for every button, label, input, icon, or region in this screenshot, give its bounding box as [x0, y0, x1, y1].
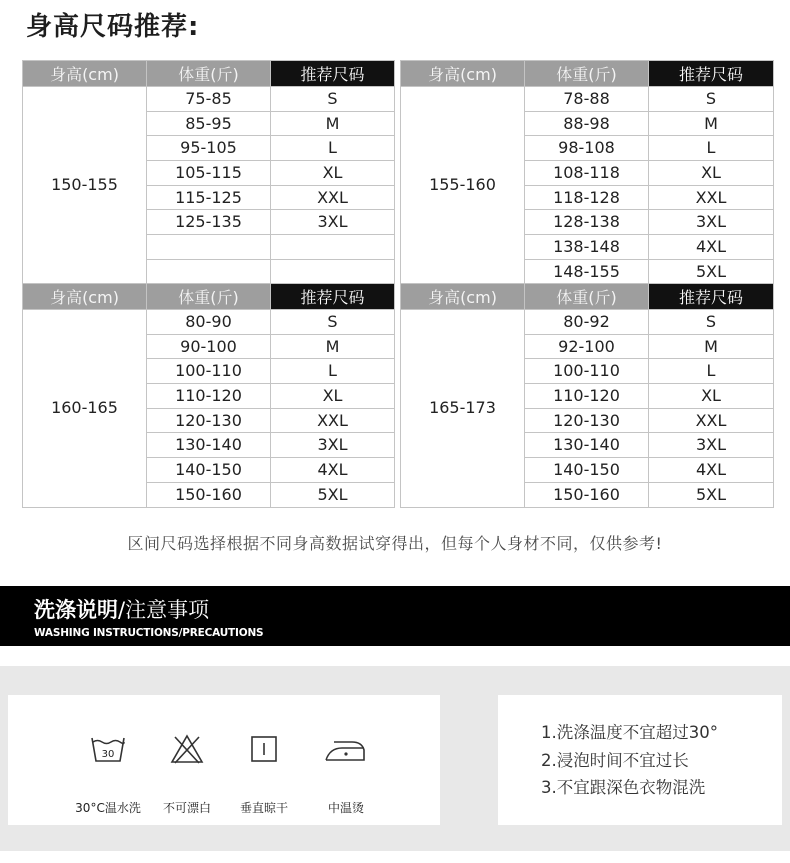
weight-cell: 130-140: [525, 433, 649, 458]
table-header-row: [401, 61, 774, 87]
size-cell: S: [649, 310, 774, 335]
table-row: [401, 87, 774, 112]
weight-cell: 125-135: [147, 210, 271, 235]
weight-cell: 140-150: [147, 458, 271, 483]
iron-medium-icon: [324, 734, 368, 764]
wash-tub-icon: [90, 734, 126, 764]
care-item-iron: [306, 695, 386, 825]
size-cell: L: [649, 359, 774, 384]
header-size: 推荐尺码: [649, 61, 774, 87]
weight-cell: 85-95: [147, 111, 271, 136]
height-range-cell: 155-160: [401, 87, 525, 285]
size-cell: S: [649, 87, 774, 112]
care-item-wash: [68, 695, 148, 825]
weight-cell: 108-118: [525, 161, 649, 186]
weight-cell: 130-140: [147, 433, 271, 458]
size-cell: XL: [649, 384, 774, 409]
size-cell: 4XL: [649, 458, 774, 483]
size-cell: 4XL: [649, 235, 774, 260]
weight-cell: 88-98: [525, 111, 649, 136]
weight-cell: 110-120: [147, 384, 271, 409]
table-header-row: [23, 284, 395, 310]
weight-cell: 105-115: [147, 161, 271, 186]
weight-cell: 138-148: [525, 235, 649, 260]
care-notes-list: [541, 719, 718, 802]
weight-cell: 92-100: [525, 334, 649, 359]
weight-cell: [147, 259, 271, 284]
header-height: 身高(cm): [23, 61, 147, 87]
size-cell: M: [271, 111, 395, 136]
table-header-row: [23, 61, 395, 87]
care-item-hang-dry: [229, 695, 299, 825]
size-note: 区间尺码选择根据不同身高数据试穿得出，但每个人身材不同，仅供参考!: [127, 534, 663, 553]
size-cell: 3XL: [271, 433, 395, 458]
table-row: [23, 310, 395, 335]
size-cell: 5XL: [649, 482, 774, 507]
weight-cell: 150-160: [525, 482, 649, 507]
header-size: 推荐尺码: [649, 284, 774, 310]
weight-cell: 118-128: [525, 185, 649, 210]
care-notes-card: [498, 695, 782, 825]
size-cell: XL: [271, 161, 395, 186]
size-cell: 3XL: [271, 210, 395, 235]
header-weight: 体重(斤): [147, 284, 271, 310]
washing-banner: [0, 586, 790, 646]
header-height: 身高(cm): [401, 284, 525, 310]
size-table-150-155: [22, 60, 395, 285]
header-size: 推荐尺码: [271, 61, 395, 87]
washing-title: [34, 594, 209, 624]
header-weight: 体重(斤): [525, 61, 649, 87]
care-label-iron: 中温烫: [327, 801, 364, 815]
weight-cell: 115-125: [147, 185, 271, 210]
care-label-hang-dry: 垂直晾干: [239, 801, 288, 815]
size-cell: XL: [271, 384, 395, 409]
page-title: 身高尺码推荐:: [26, 12, 200, 42]
weight-cell: 120-130: [147, 408, 271, 433]
care-item-no-bleach: [152, 695, 222, 825]
size-cell: [271, 235, 395, 260]
size-cell: XXL: [649, 185, 774, 210]
size-cell: M: [649, 111, 774, 136]
size-cell: M: [649, 334, 774, 359]
weight-cell: 120-130: [525, 408, 649, 433]
height-range-cell: 150-155: [23, 87, 147, 285]
weight-cell: 110-120: [525, 384, 649, 409]
size-cell: 5XL: [649, 259, 774, 284]
header-size: 推荐尺码: [271, 284, 395, 310]
weight-cell: 150-160: [147, 482, 271, 507]
size-cell: XXL: [271, 408, 395, 433]
weight-cell: 95-105: [147, 136, 271, 161]
size-cell: XL: [649, 161, 774, 186]
size-cell: M: [271, 334, 395, 359]
care-label-no-bleach: 不可漂白: [162, 801, 211, 815]
care-note-item: 3.不宜跟深色衣物混洗: [541, 778, 706, 797]
table-row: [401, 310, 774, 335]
size-table-165-173: [400, 283, 774, 508]
weight-cell: 98-108: [525, 136, 649, 161]
size-cell: S: [271, 87, 395, 112]
size-cell: L: [649, 136, 774, 161]
washing-subtitle: WASHING INSTRUCTIONS/PRECAUTIONS: [34, 627, 264, 639]
table-row: [23, 87, 395, 112]
care-note-item: 1.洗涤温度不宜超过30°: [541, 723, 718, 742]
weight-cell: 100-110: [147, 359, 271, 384]
weight-cell: 80-90: [147, 310, 271, 335]
weight-cell: 78-88: [525, 87, 649, 112]
header-height: 身高(cm): [401, 61, 525, 87]
no-bleach-icon: [170, 734, 204, 764]
header-weight: 体重(斤): [147, 61, 271, 87]
size-cell: L: [271, 359, 395, 384]
washing-title-bold: 洗涤说明: [34, 598, 118, 622]
wash-temp-text: 30: [101, 749, 115, 760]
weight-cell: 75-85: [147, 87, 271, 112]
size-cell: XXL: [271, 185, 395, 210]
size-table-160-165: [22, 283, 395, 508]
header-height: 身高(cm): [23, 284, 147, 310]
size-table-155-160: [400, 60, 774, 285]
size-cell: 4XL: [271, 458, 395, 483]
height-range-cell: 160-165: [23, 310, 147, 508]
size-cell: 3XL: [649, 433, 774, 458]
header-weight: 体重(斤): [525, 284, 649, 310]
size-cell: S: [271, 310, 395, 335]
washing-title-rest: /注意事项: [118, 598, 210, 622]
height-range-cell: 165-173: [401, 310, 525, 508]
hang-dry-icon: [249, 734, 279, 764]
care-label-wash: 30°C温水洗: [75, 801, 141, 815]
size-cell: 3XL: [649, 210, 774, 235]
care-panel: [0, 666, 790, 851]
size-cell: 5XL: [271, 482, 395, 507]
care-note-item: 2.浸泡时间不宜过长: [541, 750, 689, 770]
table-header-row: [401, 284, 774, 310]
weight-cell: [147, 235, 271, 260]
care-icons-card: [8, 695, 440, 825]
weight-cell: 148-155: [525, 259, 649, 284]
size-cell: L: [271, 136, 395, 161]
weight-cell: 80-92: [525, 310, 649, 335]
weight-cell: 140-150: [525, 458, 649, 483]
size-cell: XXL: [649, 408, 774, 433]
weight-cell: 100-110: [525, 359, 649, 384]
weight-cell: 128-138: [525, 210, 649, 235]
size-cell: [271, 259, 395, 284]
weight-cell: 90-100: [147, 334, 271, 359]
